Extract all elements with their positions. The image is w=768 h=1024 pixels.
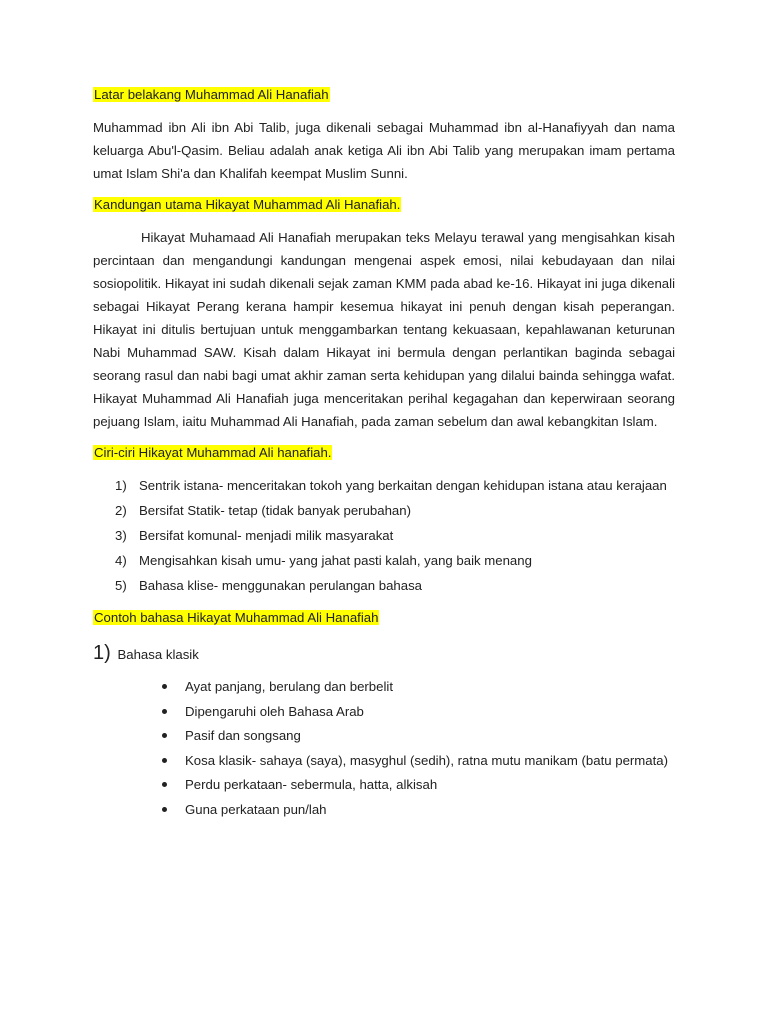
paragraph-latar-belakang: Muhammad ibn Ali ibn Abi Talib, juga dikenali sebagai Muhammad ibn al-Hanafiyyah dan nama keluarga Abu'l-Qasim. Beliau adalah anak ketiga Ali ibn Abi Talib yang merupakan imam pertama umat Islam Shi'a dan Khalifah keempat Muslim Sunni. bbox=[93, 120, 675, 181]
subheading-number: 1) bbox=[93, 642, 111, 664]
list-item-text: Bahasa klise- menggunakan perulangan bahasa bbox=[139, 578, 423, 593]
bullet-text: Guna perkataan pun/lah bbox=[185, 801, 327, 817]
bullet-icon bbox=[162, 807, 167, 812]
ciri-list bbox=[93, 474, 675, 597]
bullet-item bbox=[93, 749, 675, 772]
list-item-text: Sentrik istana- menceritakan tokoh yang berkaitan dengan kehidupan istana atau kerajaan bbox=[139, 478, 667, 493]
bullet-text: Pasif dan songsang bbox=[185, 728, 301, 743]
bullet-item bbox=[93, 773, 675, 796]
bullet-item bbox=[93, 798, 675, 821]
bullet-icon bbox=[162, 684, 167, 689]
bullet-item bbox=[93, 700, 675, 723]
bullet-icon bbox=[162, 782, 167, 787]
bullet-item bbox=[93, 675, 675, 698]
bullet-icon bbox=[162, 733, 167, 738]
bullet-text: Perdu perkataan- sebermula, hatta, alkisah bbox=[185, 777, 438, 792]
contoh-subheading bbox=[93, 639, 675, 669]
list-number: 4) bbox=[115, 553, 127, 568]
document-content bbox=[93, 86, 675, 822]
heading-kandungan-utama bbox=[93, 196, 675, 214]
heading-text: Latar belakang Muhammad Ali Hanafiah bbox=[94, 87, 329, 102]
heading-text: Ciri-ciri Hikayat Muhammad Ali hanafiah. bbox=[94, 445, 332, 460]
list-item bbox=[93, 524, 675, 547]
list-item bbox=[93, 499, 675, 522]
bullet-item bbox=[93, 724, 675, 747]
bullet-text: Dipengaruhi oleh Bahasa Arab bbox=[185, 703, 364, 719]
heading-text: Kandungan utama Hikayat Muhammad Ali Hanafiah. bbox=[94, 197, 401, 212]
list-number: 5) bbox=[115, 578, 127, 593]
list-item bbox=[93, 474, 675, 497]
heading-ciri-ciri bbox=[93, 444, 675, 462]
contoh-bullet-list bbox=[93, 675, 675, 821]
bullet-icon bbox=[162, 709, 167, 714]
list-number: 3) bbox=[115, 528, 127, 543]
list-item-text: Bersifat Statik- tetap (tidak banyak perubahan) bbox=[139, 503, 411, 518]
heading-latar-belakang bbox=[93, 86, 675, 104]
heading-contoh-bahasa bbox=[93, 609, 675, 627]
list-number: 2) bbox=[115, 503, 127, 518]
subheading-label: Bahasa klasik bbox=[117, 647, 199, 662]
bullet-icon bbox=[162, 758, 167, 763]
list-item-text: Mengisahkan kisah umu- yang jahat pasti kalah, yang baik menang bbox=[139, 553, 532, 568]
list-item-text: Bersifat komunal- menjadi milik masyarakat bbox=[139, 528, 394, 543]
list-number: 1) bbox=[115, 478, 127, 493]
list-item bbox=[93, 549, 675, 572]
list-item bbox=[93, 574, 675, 597]
bullet-text: Ayat panjang, berulang dan berbelit bbox=[185, 679, 393, 694]
heading-text: Contoh bahasa Hikayat Muhammad Ali Hanafiah bbox=[94, 610, 379, 625]
bullet-text: Kosa klasik- sahaya (saya), masyghul (sedih), ratna mutu manikam (batu permata) bbox=[185, 752, 669, 768]
paragraph-kandungan-utama: Hikayat Muhamaad Ali Hanafiah merupakan teks Melayu terawal yang mengisahkan kisah percintaan dan mengandungi kandungan mengenai aspek emosi, nilai kebudayaan dan nilai sosiopolitik. Hikayat ini sudah dikenali sejak zaman KMM pada abad ke-16. Hikayat ini juga dikenali sebagai Hikayat Perang kerana hampir kesemua hikayat ini penuh dengan kisah peperangan. Hikayat ini ditulis bertujuan untuk menggambarkan tentang kekuasaan, kepahlawanan keturunan Nabi Muhammad SAW. Kisah dalam Hikayat ini bermula dengan perlantikan baginda sebagai seorang rasul dan nabi bagi umat akhir zaman serta kehidupan yang dilalui bainda sehingga wafat. Hikayat Muhammad Ali Hanafiah juga menceritakan perihal kegagahan dan keperwiraan seorang pejuang Islam, iaitu Muhammad Ali Hanafiah, pada zaman sebelum dan awal kebangkitan Islam. bbox=[93, 230, 675, 429]
